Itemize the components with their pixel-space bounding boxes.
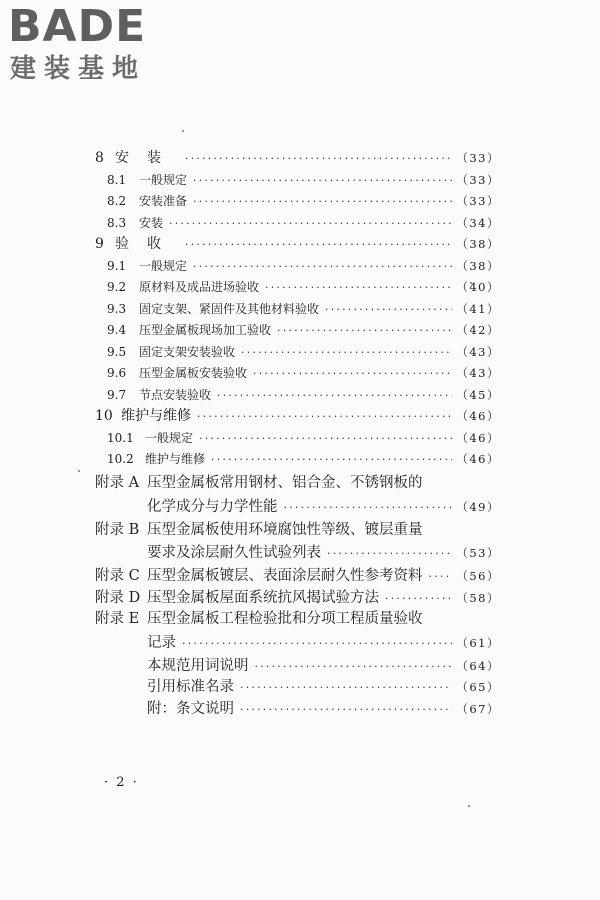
toc-entry: [95, 234, 500, 256]
toc-entry-number: 9: [95, 236, 104, 252]
toc-entry-title: 安装准备: [139, 194, 188, 208]
toc-entry: [95, 428, 500, 450]
toc-entry-page: （40）: [456, 280, 500, 294]
toc-entry: [95, 656, 500, 678]
toc-entry-number: 10.2: [107, 452, 134, 466]
toc-entry-title: 压型金属板使用环境腐蚀性等级、镀层重量: [147, 521, 423, 538]
toc-entry: [95, 677, 500, 699]
toc-entry: [95, 471, 500, 495]
toc-entry-title: 安装: [139, 215, 164, 230]
toc-entry-title: 压型金属板镀层、表面涂层耐久性参考资料: [147, 568, 423, 584]
toc-entry-page: （46）: [456, 430, 500, 445]
toc-entry-page: （38）: [456, 237, 500, 251]
toc-entry-page: （33）: [456, 172, 500, 187]
toc-leader-dots: [193, 256, 452, 278]
toc-entry: [95, 277, 500, 299]
scan-speck: [182, 130, 184, 132]
toc-entry-title: 安装: [115, 150, 179, 166]
toc-leader-dots: [211, 449, 452, 471]
toc-entry-number: 9.7: [107, 387, 127, 402]
page-number: · 2 ·: [104, 775, 139, 790]
toc-leader-dots: [284, 495, 453, 520]
toc-entry: [95, 520, 500, 542]
toc-entry: [95, 495, 500, 520]
toc-leader-dots: [199, 428, 452, 450]
toc-leader-dots: [253, 363, 452, 385]
toc-entry-number: 附录 B: [95, 521, 140, 538]
toc-entry-title: 记录: [147, 634, 176, 651]
toc-leader-dots: [241, 342, 452, 364]
toc-entry-number: 9.2: [107, 280, 127, 294]
toc-leader-dots: [185, 234, 452, 256]
toc-entry-title: 化学成分与力学性能: [147, 498, 278, 515]
toc-entry-number: 10.1: [107, 430, 134, 445]
table-of-contents: [95, 148, 500, 720]
toc-entry-page: （43）: [456, 366, 500, 380]
toc-entry-page: （41）: [456, 301, 500, 316]
toc-leader-dots: [217, 385, 452, 407]
toc-entry-page: （46）: [456, 452, 500, 466]
toc-entry-title: 验收: [115, 236, 179, 252]
toc-entry-page: （43）: [456, 344, 500, 359]
toc-entry-title: 原材料及成品进场验收: [139, 280, 260, 294]
toc-entry-page: （49）: [456, 499, 500, 514]
scan-speck: [468, 805, 470, 807]
toc-entry: [95, 299, 500, 321]
toc-entry: [95, 449, 500, 471]
toc-entry: [95, 406, 500, 428]
watermark-logo: [8, 1, 176, 86]
toc-entry-title: 压型金属板屋面系统抗风揭试验方法: [147, 589, 379, 606]
toc-entry: [95, 256, 500, 278]
toc-entry-page: （58）: [456, 590, 500, 605]
toc-leader-dots: [169, 213, 452, 235]
toc-entry: [95, 148, 500, 170]
toc-entry-page: （61）: [456, 635, 500, 650]
toc-entry-number: 8.3: [107, 215, 127, 230]
toc-entry-title: 引用标准名录: [147, 679, 234, 695]
toc-entry-page: （34）: [456, 215, 500, 230]
toc-entry-title: 附：条文说明: [147, 700, 234, 717]
toc-leader-dots: [277, 320, 452, 342]
toc-entry-number: 8: [95, 150, 104, 166]
toc-entry: [95, 363, 500, 385]
toc-entry: [95, 170, 500, 192]
toc-leader-dots: [255, 656, 453, 678]
toc-entry-title: 固定支架、紧固件及其他材料验收: [139, 301, 320, 316]
toc-entry-title: 维护与维修: [121, 408, 191, 424]
toc-leader-dots: [240, 677, 452, 699]
toc-entry-number: 9.4: [107, 323, 127, 337]
toc-entry-title: 一般规定: [139, 258, 188, 273]
toc-entry-page: （33）: [456, 151, 500, 165]
toc-entry-page: （46）: [456, 409, 500, 423]
toc-entry-page: （64）: [456, 658, 500, 673]
toc-leader-dots: [429, 566, 453, 588]
toc-entry-page: （33）: [456, 194, 500, 208]
toc-entry: [95, 342, 500, 364]
toc-entry-title: 压型金属板工程检验批和分项工程质量验收: [147, 611, 423, 627]
scan-speck: [78, 470, 80, 472]
toc-leader-dots: [182, 631, 452, 656]
toc-entry-title: 压型金属板常用钢材、铝合金、不锈钢板的: [147, 474, 423, 491]
toc-entry-page: （45）: [456, 387, 500, 402]
toc-leader-dots: [193, 170, 452, 192]
toc-entry-number: 9.3: [107, 301, 127, 316]
toc-entry-page: （65）: [456, 680, 500, 694]
toc-entry-title: 一般规定: [139, 172, 188, 187]
toc-leader-dots: [385, 588, 452, 610]
toc-entry-title: 压型金属板安装验收: [139, 366, 248, 380]
toc-entry: [95, 191, 500, 213]
toc-entry: [95, 541, 500, 566]
toc-leader-dots: [185, 148, 452, 170]
toc-entry-title: 本规范用词说明: [147, 657, 249, 674]
toc-entry-number: 9.5: [107, 344, 127, 359]
toc-leader-dots: [327, 541, 452, 566]
toc-leader-dots: [240, 699, 452, 721]
toc-entry: [95, 385, 500, 407]
toc-entry-page: （42）: [456, 323, 500, 337]
toc-entry-title: 一般规定: [145, 430, 194, 445]
toc-entry-number: 8.1: [107, 172, 127, 187]
toc-entry-number: 附录 D: [95, 589, 141, 606]
toc-entry-number: 附录 C: [95, 568, 140, 584]
toc-entry-page: （56）: [456, 569, 500, 583]
toc-entry: [95, 320, 500, 342]
toc-entry-number: 9.6: [107, 366, 127, 380]
toc-entry: [95, 609, 500, 631]
toc-leader-dots: [197, 406, 452, 428]
toc-leader-dots: [193, 191, 452, 213]
toc-entry-title: 维护与维修: [145, 452, 206, 466]
toc-entry-number: 8.2: [107, 194, 127, 208]
toc-entry-page: （53）: [456, 546, 500, 560]
toc-entry-number: 10: [95, 408, 113, 424]
toc-entry: [95, 588, 500, 610]
toc-entry-title: 压型金属板现场加工验收: [139, 323, 272, 337]
toc-leader-dots: [265, 277, 452, 299]
logo-subtitle: 建装基地: [10, 54, 147, 84]
toc-entry: [95, 699, 500, 721]
toc-entry-number: 9.1: [107, 258, 127, 273]
toc-entry-page: （38）: [456, 258, 500, 273]
toc-entry-page: （67）: [456, 701, 500, 716]
toc-entry-number: 附录 E: [95, 611, 140, 627]
toc-entry: [95, 213, 500, 235]
logo-wordmark: BADE: [8, 1, 147, 52]
toc-entry: [95, 631, 500, 656]
toc-entry-number: 附录 A: [95, 474, 140, 491]
toc-entry-title: 固定支架安装验收: [139, 344, 236, 359]
toc-leader-dots: [325, 299, 452, 321]
toc-entry-title: 节点安装验收: [139, 387, 212, 402]
toc-entry-title: 要求及涂层耐久性试验列表: [147, 545, 321, 561]
toc-entry: [95, 566, 500, 588]
